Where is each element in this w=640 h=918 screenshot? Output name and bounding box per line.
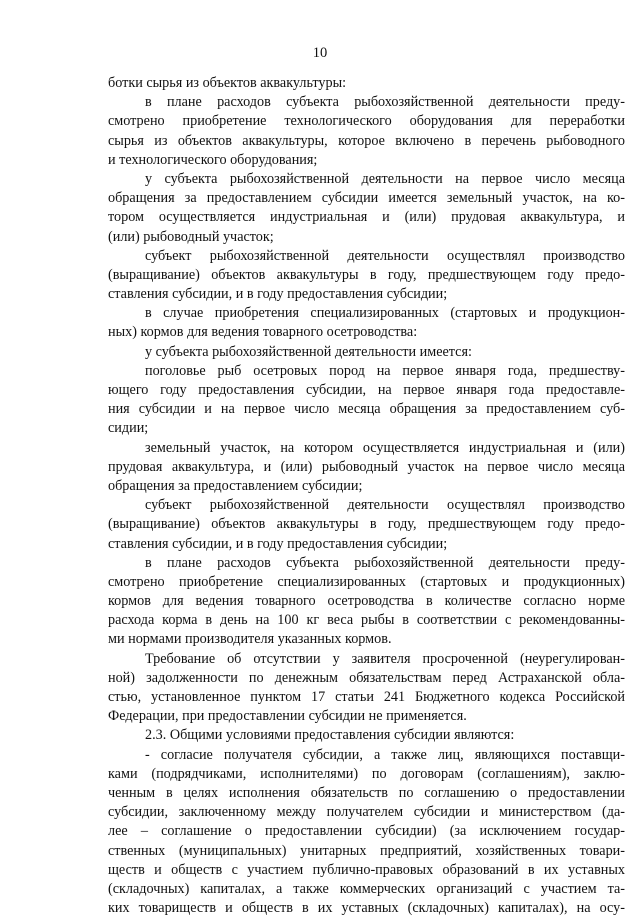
text-line: (выращивание) объектов аквакультуры в году, предшествующем году предо- <box>108 266 625 283</box>
text-line: тором осуществляется индустриальная и (или) прудовая аквакультура, и <box>108 209 625 226</box>
text-line: сырья из объектов аквакультуры, которое включено в перечень рыбоводного <box>108 132 625 149</box>
text-line: сидии; <box>108 420 149 437</box>
text-line: ществ и обществ с участием публично-правовых образований в их уставных <box>108 861 625 878</box>
text-line: смотрено приобретение технологического оборудования для переработки <box>108 113 625 130</box>
text-line: ких товариществ и обществ в их уставных (складочных) капиталах), на осу- <box>108 900 625 917</box>
text-line: (или) рыбоводный участок; <box>108 228 274 245</box>
text-line: поголовье рыб осетровых пород на первое января года, предшеству- <box>145 362 625 379</box>
text-line: земельный участок, на котором осуществляется индустриальная и (или) <box>145 439 625 456</box>
text-line: кормов для ведения товарного осетроводства в количестве согласно норме <box>108 593 625 610</box>
text-line: ющего году предоставления субсидии, на первое января года предоставле- <box>108 382 625 398</box>
text-line: (выращивание) объектов аквакультуры в году, предшествующем году предо- <box>108 516 625 533</box>
text-line: Требование об отсутствии у заявителя просроченной (неурегулирован- <box>145 650 625 667</box>
text-line: ми нормами производителя указанных кормов. <box>108 631 392 648</box>
text-line: субъект рыбохозяйственной деятельности осуществлял производство <box>145 247 625 264</box>
text-line: и технологического оборудования; <box>108 151 318 168</box>
text-line: прудовая аквакультура, и (или) рыбоводный участок на первое число месяца <box>108 458 625 475</box>
text-line: ботки сырья из объектов аквакультуры: <box>108 75 347 91</box>
text-line: смотрено приобретение специализированных (стартовых и продукционных) <box>108 573 625 590</box>
text-line: в плане расходов субъекта рыбохозяйственной деятельности преду- <box>145 554 625 571</box>
text-line: 2.3. Общими условиями предоставления субсидии являются: <box>145 727 515 744</box>
text-line: (складочных) капиталах, а также коммерческих организаций с участием та- <box>108 880 625 897</box>
text-line: ставления субсидии, и в году предоставления субсидии; <box>108 535 448 552</box>
text-line: обращения за предоставлением субсидии; <box>108 477 363 494</box>
text-line: субсидии, заключенному между получателем субсидии и министерством (да- <box>108 804 625 821</box>
text-line: ной) задолженности по денежным обязательствам перед Астраханской обла- <box>108 669 625 686</box>
text-line: в плане расходов субъекта рыбохозяйственной деятельности преду- <box>145 94 625 111</box>
text-line: в случае приобретения специализированных (стартовых и продукцион- <box>145 305 625 322</box>
text-line: лее – соглашение о предоставлении субсидии) (за исключением государ- <box>108 823 625 840</box>
text-line: - согласие получателя субсидии, а также лиц, являющихся поставщи- <box>145 746 625 763</box>
text-line: ных) кормов для ведения товарного осетроводства: <box>108 324 418 341</box>
text-line: расхода корма в день на 100 кг веса рыбы в соответствии с рекомендованны- <box>108 612 625 629</box>
text-line: субъект рыбохозяйственной деятельности осуществлял производство <box>145 497 625 514</box>
text-line: ками (подрядчиками, исполнителями) по договорам (соглашениям), заклю- <box>108 765 625 782</box>
text-line: стью, установленное пунктом 17 статьи 241 Бюджетного кодекса Российской <box>108 689 625 705</box>
text-line: у субъекта рыбохозяйственной деятельности на первое число месяца <box>145 170 625 187</box>
text-line: ставления субсидии, и в году предоставления субсидии; <box>108 286 448 303</box>
page-number: 10 <box>312 45 328 61</box>
text-line: Федерации, при предоставлении субсидии не применяется. <box>108 708 467 725</box>
text-line: ния субсидии и на первое число месяца обращения за предоставлением суб- <box>108 401 625 418</box>
text-line: ченным в целях исполнения обязательств по соглашению о предоставлении <box>108 784 625 801</box>
text-line: ственных (муниципальных) унитарных предприятий, хозяйственных товари- <box>108 842 625 859</box>
document-body-text <box>108 74 625 918</box>
text-line: обращения за предоставлением субсидии имеется земельный участок, на ко- <box>108 190 625 207</box>
text-line: у субъекта рыбохозяйственной деятельности имеется: <box>145 343 472 360</box>
